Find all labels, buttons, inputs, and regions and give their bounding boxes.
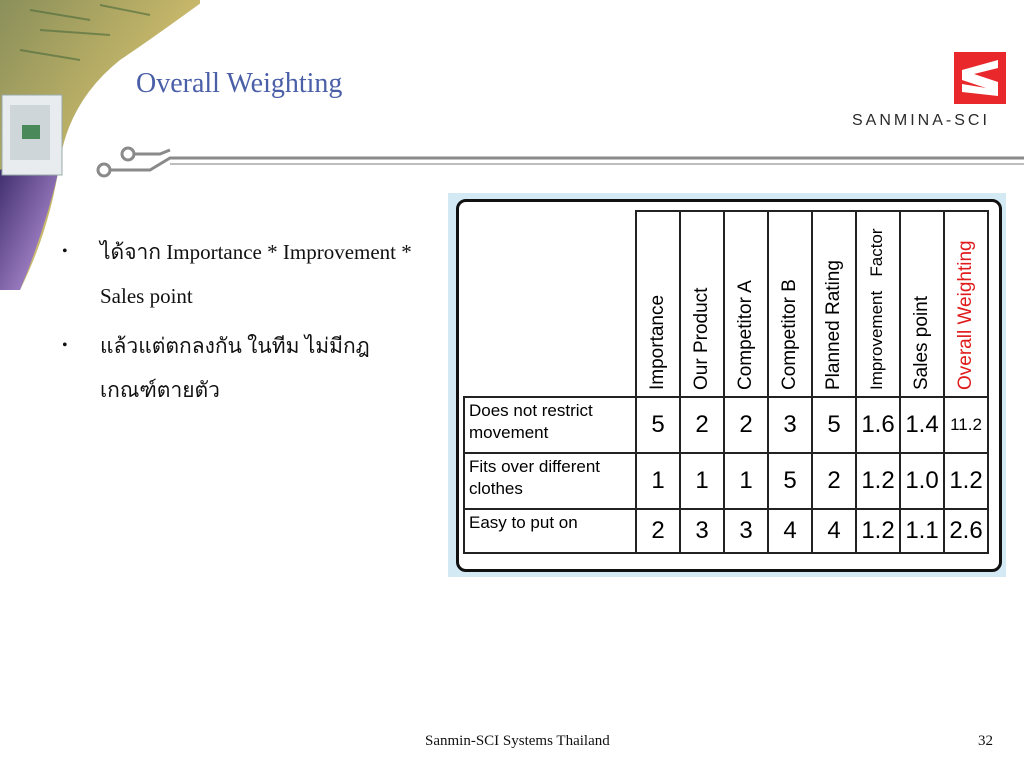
bullet-dot-icon: • <box>62 243 68 260</box>
page-number: 32 <box>978 733 993 749</box>
table-row <box>464 509 988 553</box>
circuit-line-decoration <box>90 140 1024 185</box>
table-cell: 2 <box>724 397 768 453</box>
logo-wordmark: SANMINA-SCI <box>852 112 990 129</box>
header-importance: Importance <box>636 211 680 397</box>
table-cell: 1.1 <box>900 509 944 553</box>
table-cell: 3 <box>768 397 812 453</box>
footer-text: Sanmin-SCI Systems Thailand <box>425 733 610 749</box>
slide-title: Overall Weighting <box>136 68 343 99</box>
table-cell: 1.2 <box>856 453 900 509</box>
table-cell: 4 <box>768 509 812 553</box>
table-row <box>464 453 988 509</box>
bullet-dot-icon: • <box>62 337 68 354</box>
bullet-item <box>62 324 422 412</box>
table-cell: 2 <box>812 453 856 509</box>
table-cell: 5 <box>812 397 856 453</box>
header-overall-weighting: Overall Weighting <box>944 211 988 397</box>
table-cell: 5 <box>768 453 812 509</box>
table-cell: 4 <box>812 509 856 553</box>
table-cell: 1 <box>680 453 724 509</box>
header-competitor-b: Competitor B <box>768 211 812 397</box>
row-label: Easy to put on <box>464 509 636 553</box>
table-cell: 1.2 <box>856 509 900 553</box>
bullet-text: ได้จาก Importance * Improvement * Sales point <box>100 240 412 308</box>
table-cell: 1.6 <box>856 397 900 453</box>
weighting-table-image <box>448 193 1006 577</box>
table-cell: 11.2 <box>944 397 988 453</box>
table-cell: 2.6 <box>944 509 988 553</box>
table-cell: 1.4 <box>900 397 944 453</box>
table-cell: 1.2 <box>944 453 988 509</box>
table-row <box>464 397 988 453</box>
corner-cell <box>464 211 636 397</box>
header-competitor-a: Competitor A <box>724 211 768 397</box>
header-our-product: Our Product <box>680 211 724 397</box>
table-cell: 2 <box>680 397 724 453</box>
sanmina-logo-icon <box>954 52 1006 104</box>
header-row <box>464 211 988 397</box>
header-planned-rating: Planned Rating <box>812 211 856 397</box>
table-cell: 1 <box>724 453 768 509</box>
table-frame <box>456 199 1002 572</box>
table-cell: 2 <box>636 509 680 553</box>
table-cell: 5 <box>636 397 680 453</box>
row-label: Does not restrict movement <box>464 397 636 453</box>
table-cell: 3 <box>680 509 724 553</box>
weighting-table <box>463 210 989 554</box>
table-cell: 3 <box>724 509 768 553</box>
row-label: Fits over different clothes <box>464 453 636 509</box>
header-sales-point: Sales point <box>900 211 944 397</box>
bullet-list <box>62 230 422 418</box>
header-improvement-factor: Improvement Factor <box>856 211 900 397</box>
bullet-item <box>62 230 422 318</box>
table-cell: 1.0 <box>900 453 944 509</box>
table-cell: 1 <box>636 453 680 509</box>
bullet-text: แล้วแต่ตกลงกัน ในทีม ไม่มีกฎเกณฑ์ตายตัว <box>100 334 370 402</box>
